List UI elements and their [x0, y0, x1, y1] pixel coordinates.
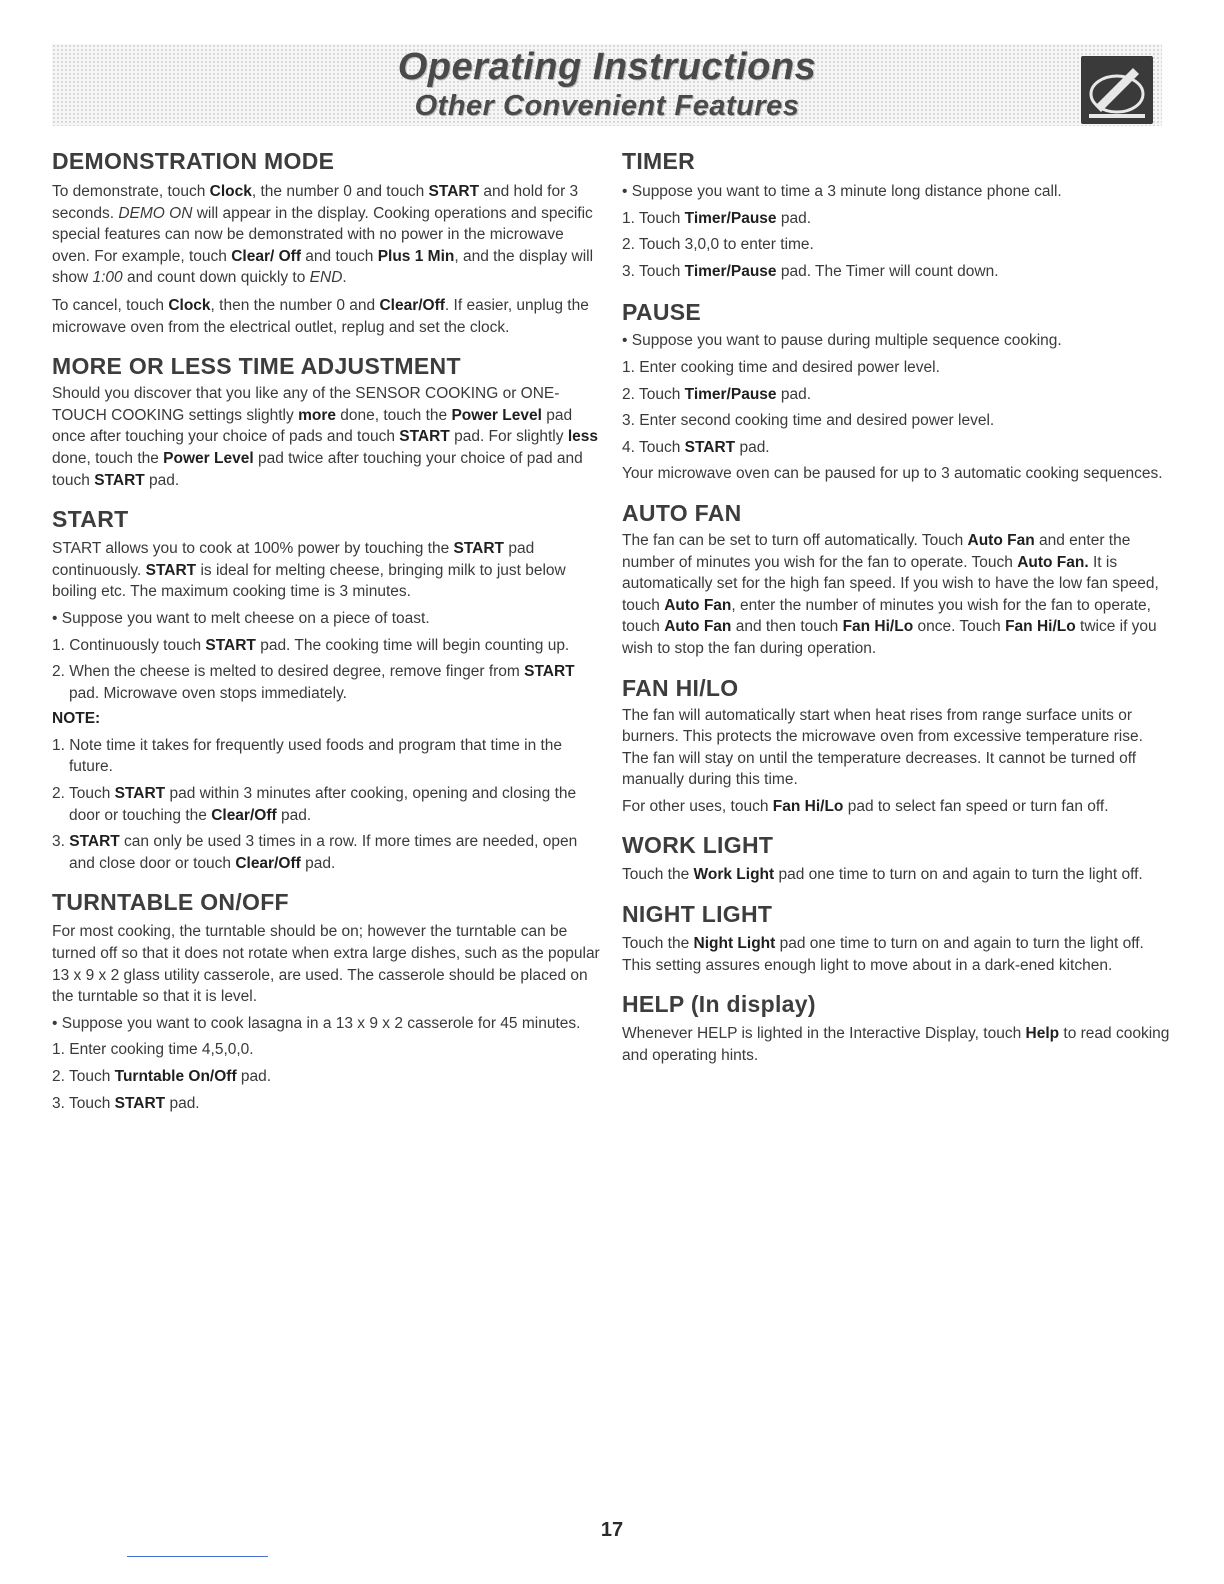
clear-off-term: Clear/Off	[379, 296, 445, 314]
start-term: START	[399, 428, 450, 446]
text: To demonstrate, touch	[52, 183, 210, 200]
text: It is automatically set for the high fan speed. If you wish to have the low fan speed, touch	[622, 553, 1159, 614]
note-label: NOTE:	[52, 710, 101, 728]
text: To cancel, touch	[52, 296, 169, 314]
timer-step-3	[622, 261, 1172, 283]
start-term: START	[684, 438, 736, 456]
timer-pause-term: Timer/Pause	[684, 262, 777, 280]
start-term: START	[114, 1094, 166, 1112]
footer-rule	[127, 1556, 268, 1557]
fan-hi-lo-paragraph-2	[622, 796, 1172, 818]
text: .	[342, 269, 347, 287]
text: pad.	[735, 438, 770, 456]
text: pad.	[144, 471, 180, 489]
start-term: START	[205, 636, 256, 654]
section-title-work-light: WORK LIGHT	[622, 832, 774, 859]
text: Should you discover that you like any of the SENSOR COOKING or ONE-TOUCH COOKING settings slightly	[52, 385, 560, 424]
timer-bullet: • Suppose you want to time a 3 minute long distance phone call.	[622, 183, 1062, 200]
text: 2. Touch	[52, 785, 115, 803]
text: pad.	[776, 385, 812, 403]
text: pad.	[276, 806, 312, 824]
start-step-1	[52, 635, 602, 657]
note-item-2	[52, 783, 602, 826]
section-title-turntable: TURNTABLE ON/OFF	[52, 889, 289, 916]
clock-term: Clock	[209, 183, 252, 200]
turntable-on-off-term: Turntable On/Off	[114, 1068, 237, 1085]
text: The fan can be set to turn off automatically. Touch	[622, 531, 968, 549]
start-bullet: • Suppose you want to melt cheese on a piece of toast.	[52, 609, 430, 627]
text: . If easier, unplug the microwave oven from the electrical outlet, replug and set the clock.	[52, 296, 589, 336]
page-number: 17	[600, 1519, 624, 1541]
section-title-timer: TIMER	[622, 148, 696, 174]
pause-step-4	[622, 437, 1172, 459]
text: done, touch the	[52, 449, 164, 467]
start-term: START	[114, 785, 166, 803]
text: For other uses, touch	[622, 797, 773, 815]
start-term: START	[453, 540, 505, 558]
pause-step-2	[622, 384, 1172, 406]
text: pad. For slightly	[449, 428, 568, 446]
section-title-more-or-less: MORE OR LESS TIME ADJUSTMENT	[52, 353, 461, 380]
help-term: Help	[1025, 1025, 1060, 1043]
text: pad one time to turn on and again to turn the light off. This setting assures enough light to move about in a dark-ened kitchen.	[622, 935, 1144, 974]
cooking-icon	[1081, 56, 1153, 124]
demo-paragraph-1	[52, 181, 602, 289]
text: Whenever HELP is lighted in the Interactive Display, touch	[622, 1025, 1026, 1043]
section-title-night-light: NIGHT LIGHT	[622, 901, 773, 928]
text: , enter the number of minutes you wish for the fan to operate, touch	[622, 596, 1151, 636]
fan-hi-lo-paragraph-1: The fan will automatically start when heat rises from range surface units or burners. This protects the microwave oven from excessive temperature rise. The fan will stay on until the temperature decreases. It cannot be turned off manually during this time.	[622, 706, 1143, 789]
text: is ideal for melting cheese, bringing milk to just below boiling etc. The maximum cooking time is 3 minutes.	[52, 561, 566, 601]
turntable-step-2	[52, 1066, 602, 1088]
start-term: START	[428, 183, 480, 200]
text: pad. The cooking time will begin counting up.	[255, 636, 570, 654]
auto-fan-term: Auto Fan	[664, 596, 732, 614]
section-title-auto-fan: AUTO FAN	[622, 499, 742, 526]
pause-bullet: • Suppose you want to pause during multiple sequence cooking.	[622, 332, 1062, 350]
text: 3. Touch	[52, 1094, 115, 1112]
work-light-term: Work Light	[693, 866, 775, 884]
text: twice if you wish to stop the fan during operation.	[622, 618, 1157, 657]
text: can only be used 3 times in a row. If more times are needed, open and close door or touch	[69, 833, 578, 872]
demo-paragraph-2	[52, 295, 602, 338]
auto-fan-paragraph	[622, 530, 1172, 660]
header-title: Operating Instructions	[397, 46, 817, 88]
text: Touch the	[622, 866, 694, 884]
section-title-fan-hi-lo: FAN HI/LO	[622, 674, 739, 701]
text: , then the number 0 and	[210, 296, 380, 314]
text: pad within 3 minutes after cooking, opening and closing the door or touching the	[69, 785, 577, 824]
text: 1. Continuously touch	[52, 636, 206, 654]
text: will appear in the display. Cooking operations and specific special features can now be demonstrated with no power in the microwave oven. For example, touch	[52, 204, 593, 265]
clear-off-term: Clear/Off	[235, 854, 301, 872]
start-term: START	[524, 663, 575, 681]
fan-hi-lo-term: Fan Hi/Lo	[772, 797, 844, 815]
end-term: END	[309, 269, 343, 287]
section-title-demonstration-mode: DEMONSTRATION MODE	[52, 148, 335, 174]
less-term: less	[567, 428, 598, 446]
text: pad.	[165, 1094, 200, 1112]
text: 2. Touch	[622, 385, 685, 403]
night-light-term: Night Light	[693, 935, 776, 953]
text: to read cooking and operating hints.	[622, 1025, 1170, 1064]
text: , and the display will show	[52, 247, 594, 287]
text: pad once after touching your choice of pads and touch	[52, 406, 573, 446]
auto-fan-term: Auto Fan	[664, 618, 732, 636]
text: pad. The Timer will count down.	[776, 262, 999, 280]
text: 2. Touch	[52, 1068, 115, 1085]
text: and touch	[300, 247, 378, 265]
text: , the number 0 and touch	[251, 183, 429, 200]
section-title-pause: PAUSE	[622, 299, 702, 326]
text: 3.	[52, 833, 70, 851]
turntable-step-3	[52, 1093, 602, 1115]
timer-pause-term: Timer/Pause	[684, 385, 777, 403]
start-step-2	[52, 661, 602, 704]
text: and enter the number of minutes you wish for the fan to operate. Touch	[622, 531, 1131, 571]
text: and then touch	[731, 618, 843, 636]
text: 1. Touch	[622, 209, 685, 227]
fan-hi-lo-term: Fan Hi/Lo	[842, 618, 914, 636]
page-header	[52, 44, 1162, 126]
text: pad one time to turn on and again to turn the light off.	[774, 866, 1143, 884]
work-light-paragraph	[622, 864, 1172, 886]
start-term: START	[69, 833, 120, 851]
night-light-paragraph	[622, 933, 1172, 976]
note-item-1: 1. Note time it takes for frequently used foods and program that time in the future.	[52, 736, 563, 776]
text: pad.	[776, 209, 812, 227]
help-paragraph	[622, 1023, 1172, 1066]
section-title-start: START	[52, 506, 129, 533]
text: Touch the	[622, 935, 694, 953]
pause-step-3: 3. Enter second cooking time and desired power level.	[622, 412, 995, 430]
auto-fan-term: Auto Fan.	[1017, 553, 1089, 571]
text: 2. When the cheese is melted to desired degree, remove finger from	[52, 663, 525, 681]
timer-step-2: 2. Touch 3,0,0 to enter time.	[622, 236, 814, 254]
text: and hold for 3 seconds.	[52, 183, 579, 222]
note-item-3	[52, 831, 602, 874]
text: pad.	[236, 1068, 272, 1085]
display-1-00-term: 1:00	[92, 269, 123, 287]
power-level-term: Power Level	[451, 406, 542, 424]
clear-off-term: Clear/Off	[211, 806, 277, 824]
pause-paragraph: Your microwave oven can be paused for up to 3 automatic cooking sequences.	[622, 465, 1163, 483]
text: once. Touch	[913, 618, 1006, 636]
text: pad.	[300, 854, 336, 872]
start-term: START	[145, 561, 197, 579]
auto-fan-term: Auto Fan	[967, 531, 1035, 549]
start-term: START	[94, 471, 145, 489]
fan-hi-lo-term: Fan Hi/Lo	[1005, 618, 1076, 636]
demo-on-term: DEMO ON	[118, 204, 193, 222]
text: pad continuously.	[52, 540, 535, 579]
power-level-term: Power Level	[163, 449, 254, 467]
timer-step-1	[622, 208, 1172, 230]
turntable-paragraph: For most cooking, the turntable should be on; however the turntable can be turned off so that it does not rotate when extra large dishes, such as the popular 13 x 9 x 2 glass utility casserole, are used. The casserole should be placed on the turntable so that it is level.	[52, 923, 600, 1006]
text: done, touch the	[335, 406, 452, 424]
clear-off-term: Clear/ Off	[231, 247, 301, 265]
text: pad twice after touching your choice of pad and touch	[52, 449, 583, 489]
text: 3. Touch	[622, 262, 685, 280]
text: and count down quickly to	[122, 269, 310, 287]
section-title-help: HELP (In display)	[622, 991, 816, 1018]
text: 4. Touch	[622, 438, 685, 456]
left-column	[52, 146, 602, 1114]
more-less-paragraph	[52, 383, 602, 491]
clock-term: Clock	[168, 296, 211, 314]
more-term: more	[298, 406, 336, 424]
text: pad. Microwave oven stops immediately.	[69, 684, 347, 702]
turntable-bullet: • Suppose you want to cook lasagna in a 13 x 9 x 2 casserole for 45 minutes.	[52, 1014, 581, 1032]
plus-1-min-term: Plus 1 Min	[377, 247, 455, 265]
timer-pause-term: Timer/Pause	[684, 209, 777, 227]
right-column	[622, 146, 1172, 1066]
text: pad to select fan speed or turn fan off.	[843, 797, 1109, 815]
pause-step-1: 1. Enter cooking time and desired power level.	[622, 358, 940, 376]
header-subtitle: Other Convenient Features	[414, 90, 800, 122]
text: START allows you to cook at 100% power by touching the	[52, 540, 454, 558]
turntable-step-1: 1. Enter cooking time 4,5,0,0.	[52, 1041, 254, 1059]
start-paragraph	[52, 538, 602, 603]
